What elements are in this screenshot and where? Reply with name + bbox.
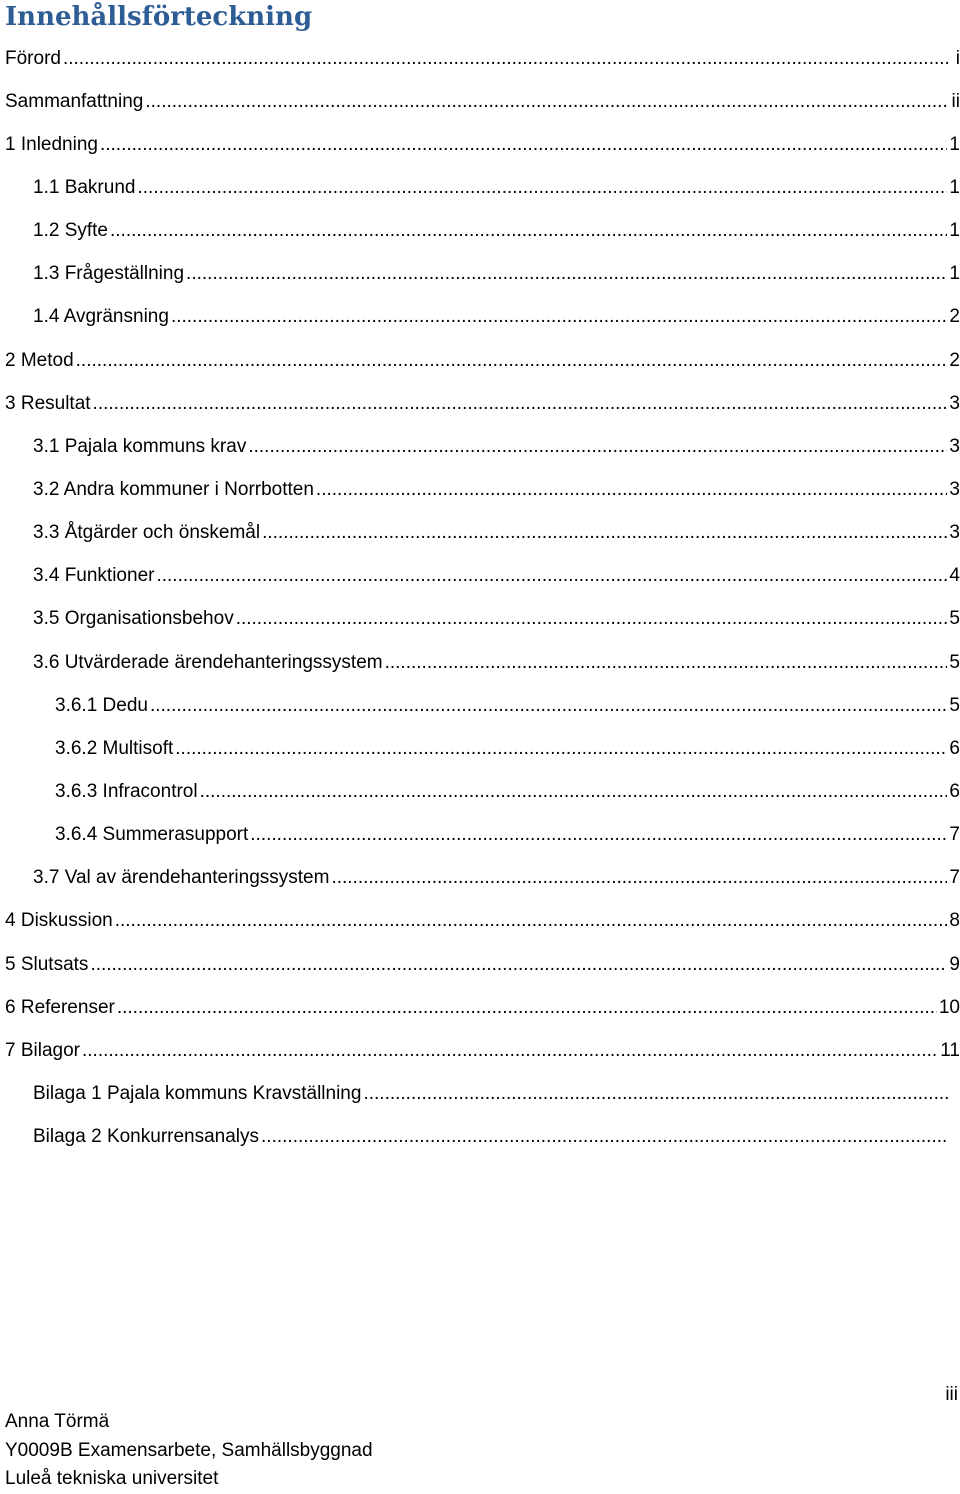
toc-dot-leader bbox=[250, 824, 947, 846]
toc-entry-page: 1 bbox=[949, 263, 960, 285]
toc-entry-page: 7 bbox=[949, 867, 960, 889]
toc-dot-leader bbox=[115, 910, 948, 932]
toc-entry-title: 3.2 Andra kommuner i Norrbotten bbox=[33, 478, 314, 500]
toc-dot-leader bbox=[90, 954, 947, 976]
toc-dot-leader bbox=[262, 522, 947, 544]
toc-entry-page: 11 bbox=[940, 1039, 960, 1061]
toc-entry-line bbox=[28, 608, 960, 630]
toc-entry-line bbox=[0, 954, 960, 976]
toc-entry[interactable] bbox=[0, 382, 960, 425]
toc-entry-line bbox=[0, 48, 960, 70]
toc-entry-page: ii bbox=[951, 90, 960, 112]
toc-entry-title: 3.6.1 Dedu bbox=[55, 694, 148, 716]
toc-entry-title: 3.1 Pajala kommuns krav bbox=[33, 435, 247, 457]
toc-entry[interactable] bbox=[0, 80, 960, 123]
table-of-contents bbox=[0, 37, 960, 1159]
toc-entry-title: 3.6.3 Infracontrol bbox=[55, 780, 198, 802]
toc-entry-title: 3.7 Val av ärendehanteringssystem bbox=[33, 867, 330, 889]
toc-entry-page: 3 bbox=[949, 392, 960, 414]
toc-entry-line bbox=[28, 565, 960, 587]
toc-dot-leader bbox=[76, 350, 948, 372]
toc-entry-line bbox=[28, 306, 960, 328]
toc-entry-page: 1 bbox=[949, 176, 960, 198]
toc-dot-leader bbox=[316, 479, 948, 501]
toc-dot-leader bbox=[93, 393, 948, 415]
toc-dot-leader bbox=[171, 306, 947, 328]
toc-entry-page: 1 bbox=[949, 220, 960, 242]
toc-entry-line bbox=[0, 1040, 960, 1062]
toc-entry-page: 1 bbox=[949, 133, 960, 155]
toc-entry[interactable] bbox=[0, 37, 960, 80]
toc-entry-line bbox=[0, 393, 960, 415]
toc-entry-page: 2 bbox=[949, 306, 960, 328]
toc-entry-line bbox=[28, 263, 960, 285]
toc-entry-page: i bbox=[955, 47, 960, 69]
toc-entry-page: 2 bbox=[949, 349, 960, 371]
toc-entry-line bbox=[28, 436, 960, 458]
toc-entry[interactable] bbox=[0, 900, 960, 943]
toc-entry-title: 3.6.2 Multisoft bbox=[55, 737, 174, 759]
toc-entry[interactable] bbox=[0, 555, 960, 598]
toc-entry-title: 1.2 Syfte bbox=[33, 220, 108, 242]
toc-entry-line bbox=[50, 738, 960, 760]
toc-dot-leader bbox=[117, 997, 937, 1019]
toc-dot-leader bbox=[186, 263, 947, 285]
toc-dot-leader bbox=[137, 177, 947, 199]
toc-entry-title: 3.6 Utvärderade ärendehanteringssystem bbox=[33, 651, 383, 673]
toc-entry[interactable] bbox=[0, 857, 960, 900]
footer-course: Y0009B Examensarbete, Samhällsbyggnad bbox=[5, 1439, 373, 1461]
toc-entry-title: Bilaga 1 Pajala kommuns Kravställning bbox=[33, 1082, 362, 1104]
toc-entry[interactable] bbox=[0, 166, 960, 209]
toc-entry-page: 5 bbox=[949, 608, 960, 630]
toc-entry-line bbox=[50, 781, 960, 803]
toc-entry-line bbox=[28, 1126, 960, 1148]
toc-entry-title: 5 Slutsats bbox=[5, 953, 89, 975]
toc-entry[interactable] bbox=[0, 943, 960, 986]
toc-entry[interactable] bbox=[0, 123, 960, 166]
toc-entry[interactable] bbox=[0, 641, 960, 684]
toc-entry-page: 3 bbox=[949, 522, 960, 544]
toc-entry-line bbox=[0, 997, 960, 1019]
toc-entry[interactable] bbox=[0, 598, 960, 641]
toc-entry-line bbox=[28, 522, 960, 544]
toc-entry-page: 4 bbox=[949, 565, 960, 587]
toc-entry-page: 3 bbox=[949, 435, 960, 457]
toc-entry-page: 3 bbox=[949, 478, 960, 500]
toc-entry-page: 6 bbox=[949, 737, 960, 759]
toc-entry-title: 1.3 Frågeställning bbox=[33, 263, 185, 285]
toc-entry-title: 2 Metod bbox=[5, 349, 74, 371]
toc-entry[interactable] bbox=[0, 296, 960, 339]
toc-entry-line bbox=[0, 134, 960, 156]
toc-entry-line bbox=[0, 910, 960, 932]
toc-entry[interactable] bbox=[0, 339, 960, 382]
toc-entry-title: Sammanfattning bbox=[5, 90, 144, 112]
toc-entry-line bbox=[28, 220, 960, 242]
toc-entry-title: 4 Diskussion bbox=[5, 910, 113, 932]
toc-dot-leader bbox=[82, 1040, 938, 1062]
toc-entry-title: Bilaga 2 Konkurrensanalys bbox=[33, 1126, 260, 1148]
toc-dot-leader bbox=[385, 652, 948, 674]
toc-entry-line bbox=[50, 695, 960, 717]
footer-author: Anna Törmä bbox=[5, 1411, 110, 1432]
toc-entry-line bbox=[28, 479, 960, 501]
toc-entry-title: 3.6.4 Summerasupport bbox=[55, 824, 249, 846]
toc-dot-leader bbox=[175, 738, 947, 760]
toc-dot-leader bbox=[100, 134, 947, 156]
toc-dot-leader bbox=[236, 608, 948, 630]
toc-dot-leader bbox=[248, 436, 947, 458]
toc-dot-leader bbox=[156, 565, 947, 587]
toc-entry-page: 6 bbox=[949, 780, 960, 802]
toc-entry[interactable] bbox=[0, 1116, 960, 1159]
toc-dot-leader bbox=[63, 48, 948, 70]
toc-entry-page: 10 bbox=[938, 996, 960, 1018]
toc-entry-line bbox=[50, 824, 960, 846]
toc-entry-line bbox=[28, 177, 960, 199]
toc-entry-page: 5 bbox=[949, 694, 960, 716]
toc-entry-title: 1.4 Avgränsning bbox=[33, 306, 169, 328]
toc-entry-line bbox=[28, 652, 960, 674]
toc-dot-leader bbox=[261, 1126, 948, 1148]
toc-entry-page: 7 bbox=[949, 824, 960, 846]
toc-entry-line bbox=[0, 91, 960, 113]
toc-dot-leader bbox=[363, 1083, 948, 1105]
toc-entry-title: 1.1 Bakrund bbox=[33, 176, 136, 198]
toc-entry[interactable] bbox=[0, 253, 960, 296]
toc-entry-page: 5 bbox=[949, 651, 960, 673]
toc-dot-leader bbox=[200, 781, 948, 803]
toc-entry-line bbox=[28, 1083, 960, 1105]
toc-entry-line bbox=[28, 867, 960, 889]
toc-entry[interactable] bbox=[0, 727, 960, 770]
footer-university: Luleå tekniska universitet bbox=[5, 1468, 219, 1489]
toc-entry[interactable] bbox=[0, 814, 960, 857]
toc-entry[interactable] bbox=[0, 425, 960, 468]
toc-entry-page: 9 bbox=[949, 953, 960, 975]
toc-entry[interactable] bbox=[0, 512, 960, 555]
toc-entry[interactable] bbox=[0, 1072, 960, 1115]
toc-entry[interactable] bbox=[0, 468, 960, 511]
toc-dot-leader bbox=[331, 867, 947, 889]
toc-entry[interactable] bbox=[0, 770, 960, 813]
toc-entry-title: 3.4 Funktioner bbox=[33, 565, 155, 587]
toc-dot-leader bbox=[110, 220, 947, 242]
toc-entry-title: 3.5 Organisationsbehov bbox=[33, 608, 234, 630]
toc-heading: Innehållsförteckning bbox=[5, 2, 313, 32]
toc-entry[interactable] bbox=[0, 684, 960, 727]
toc-entry-title: 3.3 Åtgärder och önskemål bbox=[33, 522, 261, 544]
toc-entry-title: 7 Bilagor bbox=[5, 1039, 80, 1061]
footer bbox=[5, 1408, 373, 1494]
toc-entry-title: Förord bbox=[5, 47, 61, 69]
toc-entry[interactable] bbox=[0, 210, 960, 253]
toc-entry-title: 1 Inledning bbox=[5, 133, 98, 155]
toc-entry-title: 3 Resultat bbox=[5, 392, 91, 414]
toc-dot-leader bbox=[145, 91, 948, 113]
toc-entry[interactable] bbox=[0, 1029, 960, 1072]
page-number: iii bbox=[945, 1384, 958, 1405]
toc-entry[interactable] bbox=[0, 986, 960, 1029]
toc-entry-line bbox=[0, 350, 960, 372]
toc-dot-leader bbox=[150, 695, 947, 717]
toc-entry-page: 8 bbox=[949, 910, 960, 932]
toc-entry-title: 6 Referenser bbox=[5, 996, 115, 1018]
